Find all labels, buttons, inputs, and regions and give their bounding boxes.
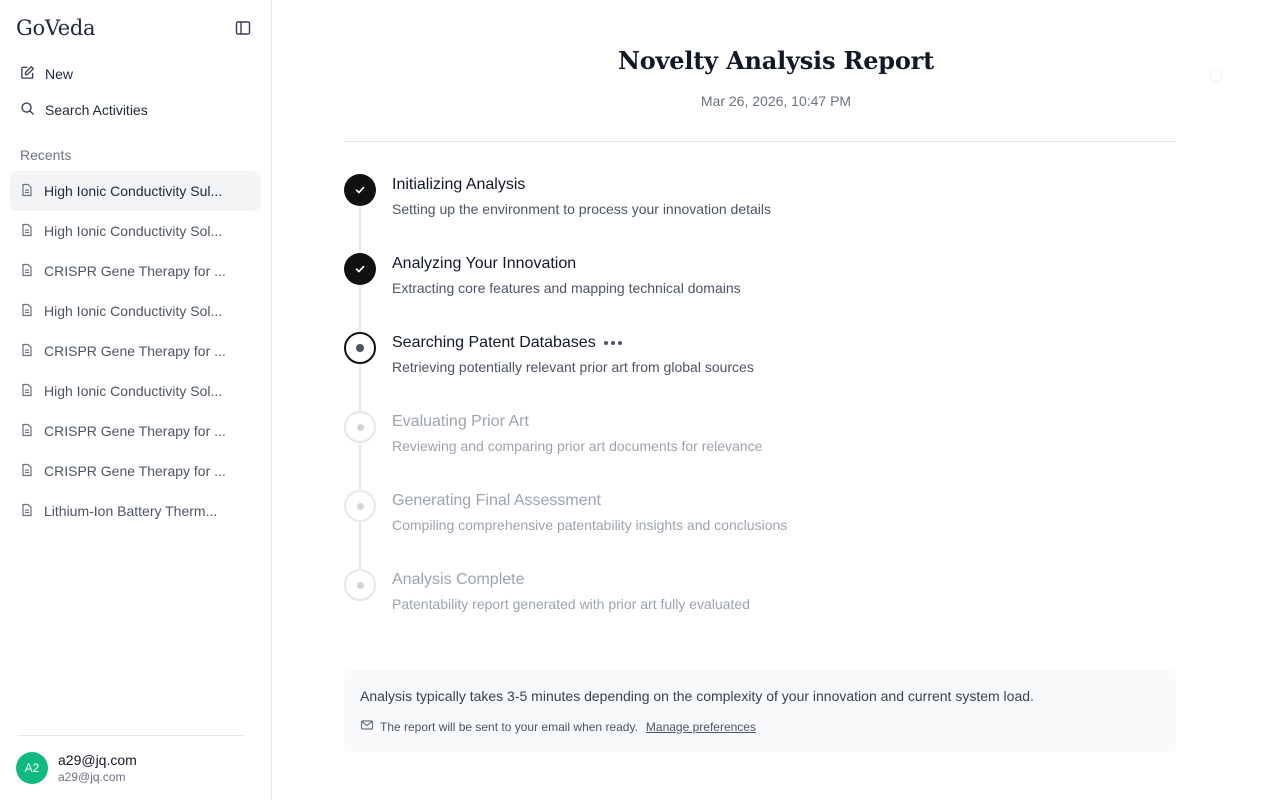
report-header — [272, 0, 1280, 109]
edit-icon — [20, 65, 35, 83]
recent-item[interactable] — [10, 331, 261, 371]
document-icon — [20, 463, 34, 480]
step-title: Evaluating Prior Art — [392, 413, 529, 430]
check-icon — [344, 174, 376, 206]
step-evaluating-prior-art — [344, 409, 1176, 488]
loading-dots-icon — [604, 341, 622, 345]
step-title: Initializing Analysis — [392, 176, 526, 193]
manage-preferences-link[interactable]: Manage preferences — [645, 719, 756, 734]
recent-item-label: High Ionic Conductivity Sol... — [44, 223, 223, 239]
recent-item-label: High Ionic Conductivity Sul... — [44, 183, 223, 199]
recent-item-label: CRISPR Gene Therapy for ... — [44, 423, 226, 439]
step-description: Retrieving potentially relevant prior art from global sources — [392, 359, 754, 375]
recent-item[interactable] — [10, 371, 261, 411]
step-connector — [359, 285, 361, 332]
new-button[interactable] — [0, 56, 271, 92]
sidebar — [0, 0, 272, 800]
pending-icon — [344, 490, 376, 522]
check-icon — [344, 253, 376, 285]
document-icon — [20, 223, 34, 240]
sidebar-toggle-icon[interactable] — [231, 16, 255, 40]
step-analysis-complete — [344, 567, 1176, 646]
brand-logo[interactable]: GoVeda — [16, 16, 96, 40]
recent-item[interactable] — [10, 171, 261, 211]
step-generating-final-assessment — [344, 488, 1176, 567]
step-title: Analysis Complete — [392, 571, 525, 588]
progress-steps — [344, 172, 1176, 646]
new-label: New — [45, 66, 74, 82]
recent-item-label: CRISPR Gene Therapy for ... — [44, 343, 226, 359]
document-icon — [20, 183, 34, 200]
loading-spinner-icon — [1210, 70, 1222, 82]
step-title: Analyzing Your Innovation — [392, 255, 577, 272]
step-title: Generating Final Assessment — [392, 492, 601, 509]
user-name: a29@jq.com — [58, 751, 137, 768]
recent-item-label: High Ionic Conductivity Sol... — [44, 303, 223, 319]
page-title: Novelty Analysis Report — [618, 46, 934, 75]
in-progress-icon — [344, 332, 376, 364]
search-activities-button[interactable] — [0, 92, 271, 128]
user-email: a29@jq.com — [58, 769, 126, 784]
info-box — [344, 670, 1176, 752]
step-initializing-analysis — [344, 172, 1176, 251]
step-connector — [359, 522, 361, 569]
step-connector — [359, 206, 361, 253]
pending-icon — [344, 569, 376, 601]
mail-icon — [360, 718, 374, 735]
recents-heading: Recents — [20, 147, 72, 163]
step-analyzing-innovation — [344, 251, 1176, 330]
divider — [344, 141, 1176, 142]
duration-note: Analysis typically takes 3-5 minutes depending on the complexity of your innovation and current system load. — [360, 688, 1034, 704]
step-title-text: Searching Patent Databases — [392, 334, 596, 351]
step-connector — [359, 443, 361, 490]
recent-item[interactable] — [10, 251, 261, 291]
step-description: Compiling comprehensive patentability insights and conclusions — [392, 517, 788, 533]
recent-item-label: Lithium-Ion Battery Therm... — [44, 503, 218, 519]
step-description: Setting up the environment to process your innovation details — [392, 201, 772, 217]
main-content — [272, 0, 1280, 800]
search-icon — [20, 101, 35, 119]
recent-item-label: CRISPR Gene Therapy for ... — [44, 463, 226, 479]
document-icon — [20, 263, 34, 280]
brand-row — [0, 0, 271, 56]
recent-item[interactable] — [10, 491, 261, 531]
step-description: Extracting core features and mapping technical domains — [392, 280, 741, 296]
recent-item[interactable] — [10, 411, 261, 451]
user-account[interactable] — [18, 735, 245, 800]
search-activities-label: Search Activities — [45, 102, 148, 118]
document-icon — [20, 343, 34, 360]
recent-item[interactable] — [10, 451, 261, 491]
recent-item-label: High Ionic Conductivity Sol... — [44, 383, 223, 399]
recent-item[interactable] — [10, 211, 261, 251]
document-icon — [20, 423, 34, 440]
document-icon — [20, 383, 34, 400]
email-note-row — [360, 718, 1160, 735]
recent-item[interactable] — [10, 291, 261, 331]
avatar: A2 — [16, 752, 48, 784]
step-description: Patentability report generated with prior art fully evaluated — [392, 596, 750, 612]
recents-list — [0, 171, 271, 531]
step-connector — [359, 364, 361, 411]
step-title — [392, 333, 754, 353]
document-icon — [20, 303, 34, 320]
document-icon — [20, 503, 34, 520]
email-note: The report will be sent to your email when ready. — [380, 719, 638, 734]
step-description: Reviewing and comparing prior art documents for relevance — [392, 438, 763, 454]
report-timestamp: Mar 26, 2026, 10:47 PM — [700, 93, 852, 109]
pending-icon — [344, 411, 376, 443]
recent-item-label: CRISPR Gene Therapy for ... — [44, 263, 226, 279]
step-searching-patent-databases — [344, 330, 1176, 409]
